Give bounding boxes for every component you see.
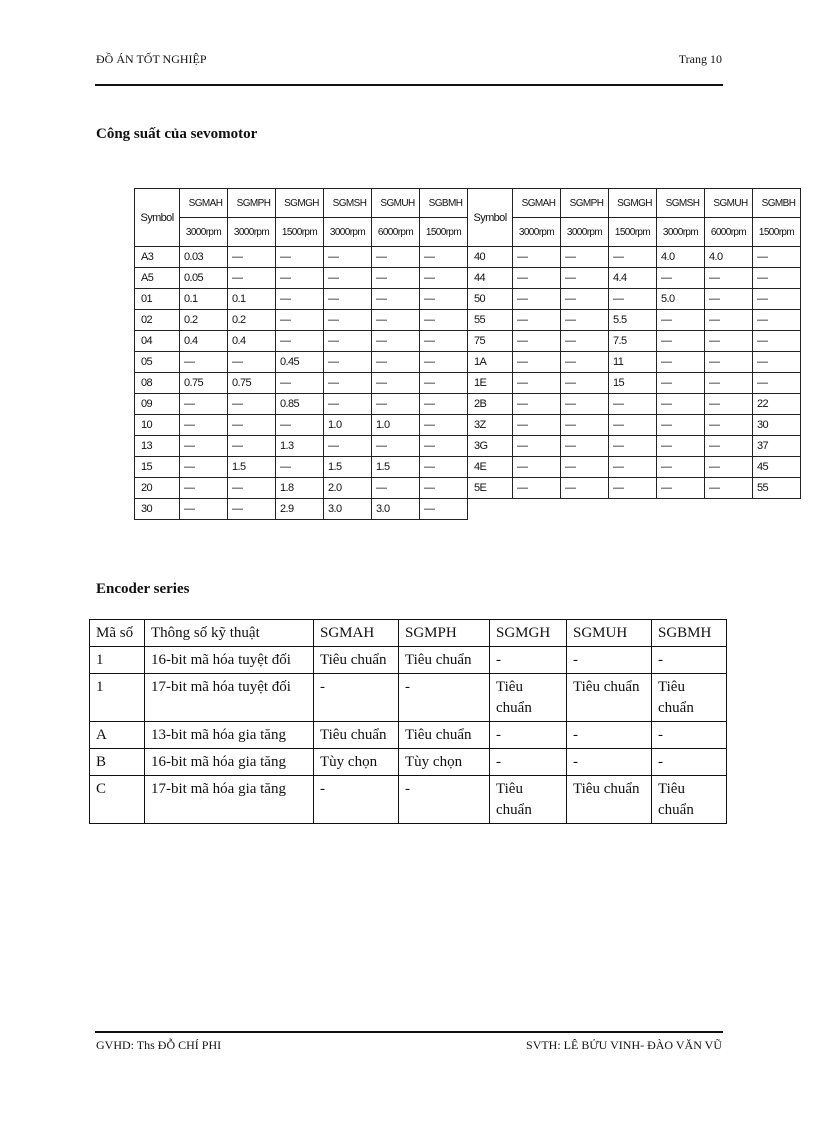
value-cell: —	[372, 247, 420, 268]
column-header: SGMPH	[399, 620, 490, 647]
value-cell: —	[705, 331, 753, 352]
value-cell: —	[324, 373, 372, 394]
empty-cell	[468, 499, 801, 520]
symbol-cell: 01	[135, 289, 180, 310]
value-cell: —	[657, 352, 705, 373]
value-cell: —	[513, 247, 561, 268]
value-cell: —	[705, 478, 753, 499]
value-cell: —	[324, 352, 372, 373]
value-cell: 22	[753, 394, 801, 415]
value-cell: —	[657, 478, 705, 499]
value-cell: Tiêu chuẩn	[399, 647, 490, 674]
model-header: SGMUH	[705, 189, 753, 218]
value-cell: 0.05	[180, 268, 228, 289]
value-cell: —	[561, 394, 609, 415]
value-cell: -	[567, 749, 652, 776]
speed-header: 3000rpm	[228, 218, 276, 247]
column-header: SGMAH	[314, 620, 399, 647]
value-cell: —	[228, 394, 276, 415]
value-cell: —	[228, 415, 276, 436]
value-cell: 0.4	[228, 331, 276, 352]
value-cell: 17-bit mã hóa tuyệt đối	[145, 674, 314, 722]
model-header: SGMBH	[753, 189, 801, 218]
model-header: SGMGH	[276, 189, 324, 218]
symbol-cell: 1E	[468, 373, 513, 394]
speed-header: 3000rpm	[324, 218, 372, 247]
column-header: Mã số	[90, 620, 145, 647]
value-cell: —	[372, 331, 420, 352]
table-row	[135, 499, 801, 520]
value-cell: —	[705, 352, 753, 373]
value-cell: 1.0	[372, 415, 420, 436]
model-header: SGMSH	[324, 189, 372, 218]
value-cell: -	[490, 722, 567, 749]
value-cell: —	[180, 478, 228, 499]
value-cell: —	[372, 352, 420, 373]
value-cell: 37	[753, 436, 801, 457]
value-cell: —	[324, 394, 372, 415]
value-cell: —	[657, 373, 705, 394]
symbol-cell: 10	[135, 415, 180, 436]
value-cell: -	[567, 647, 652, 674]
code-cell: C	[90, 776, 145, 824]
value-cell: 30	[753, 415, 801, 436]
speed-header: 6000rpm	[372, 218, 420, 247]
value-cell: -	[567, 722, 652, 749]
value-cell: —	[420, 247, 468, 268]
value-cell: —	[513, 373, 561, 394]
value-cell: —	[753, 331, 801, 352]
servo-power-table	[134, 188, 801, 520]
table-row	[135, 331, 801, 352]
value-cell: —	[657, 331, 705, 352]
value-cell: 4.4	[609, 268, 657, 289]
model-header: SGMSH	[657, 189, 705, 218]
model-header: SGMPH	[228, 189, 276, 218]
value-cell: —	[420, 268, 468, 289]
value-cell: 0.1	[180, 289, 228, 310]
value-cell: —	[753, 352, 801, 373]
symbol-cell: 04	[135, 331, 180, 352]
symbol-cell: 40	[468, 247, 513, 268]
value-cell: Tùy chọn	[314, 749, 399, 776]
value-cell: —	[513, 478, 561, 499]
value-cell: —	[276, 268, 324, 289]
symbol-cell: 13	[135, 436, 180, 457]
symbol-cell: 3G	[468, 436, 513, 457]
value-cell: —	[420, 457, 468, 478]
value-cell: —	[180, 436, 228, 457]
table-row	[90, 776, 727, 824]
model-header: SGMAH	[513, 189, 561, 218]
value-cell: —	[657, 436, 705, 457]
table-row	[135, 457, 801, 478]
value-cell: —	[657, 268, 705, 289]
table-row	[135, 289, 801, 310]
value-cell: —	[372, 310, 420, 331]
value-cell: —	[324, 310, 372, 331]
value-cell: —	[180, 352, 228, 373]
table-row	[135, 247, 801, 268]
value-cell: —	[705, 415, 753, 436]
supervisor: GVHD: Ths ĐỖ CHÍ PHI	[96, 1038, 222, 1052]
speed-header: 1500rpm	[753, 218, 801, 247]
speed-header: 1500rpm	[609, 218, 657, 247]
value-cell: Tiêu chuẩn	[399, 722, 490, 749]
value-cell: —	[324, 436, 372, 457]
value-cell: —	[561, 331, 609, 352]
value-cell: -	[490, 749, 567, 776]
value-cell: -	[399, 776, 490, 824]
value-cell: —	[705, 436, 753, 457]
value-cell: 17-bit mã hóa gia tăng	[145, 776, 314, 824]
symbol-cell: 15	[135, 457, 180, 478]
value-cell: —	[180, 499, 228, 520]
value-cell: -	[652, 749, 727, 776]
value-cell: —	[228, 352, 276, 373]
value-cell: —	[513, 268, 561, 289]
value-cell: 15	[609, 373, 657, 394]
header-divider	[95, 84, 723, 86]
value-cell: 16-bit mã hóa tuyệt đối	[145, 647, 314, 674]
value-cell: -	[490, 647, 567, 674]
value-cell: —	[372, 289, 420, 310]
value-cell: 55	[753, 478, 801, 499]
value-cell: 0.75	[180, 373, 228, 394]
value-cell: -	[652, 647, 727, 674]
value-cell: 1.5	[324, 457, 372, 478]
value-cell: 0.45	[276, 352, 324, 373]
value-cell: —	[276, 457, 324, 478]
value-cell: —	[420, 289, 468, 310]
symbol-cell: A5	[135, 268, 180, 289]
symbol-cell: 09	[135, 394, 180, 415]
model-header: SGMPH	[561, 189, 609, 218]
value-cell: —	[180, 457, 228, 478]
value-cell: 0.1	[228, 289, 276, 310]
symbol-header: Symbol	[135, 189, 180, 247]
code-cell: B	[90, 749, 145, 776]
value-cell: —	[420, 499, 468, 520]
model-header: SGMGH	[609, 189, 657, 218]
symbol-cell: 20	[135, 478, 180, 499]
symbol-cell: 3Z	[468, 415, 513, 436]
value-cell: —	[609, 457, 657, 478]
value-cell: —	[420, 436, 468, 457]
value-cell: Tiêu chuẩn	[490, 674, 567, 722]
symbol-cell: 44	[468, 268, 513, 289]
value-cell: -	[314, 674, 399, 722]
value-cell: 0.4	[180, 331, 228, 352]
value-cell: —	[276, 310, 324, 331]
table-row	[135, 478, 801, 499]
value-cell: 2.9	[276, 499, 324, 520]
value-cell: 11	[609, 352, 657, 373]
value-cell: —	[372, 478, 420, 499]
code-cell: A	[90, 722, 145, 749]
students: SVTH: LÊ BỬU VINH- ĐÀO VĂN VŨ	[526, 1038, 722, 1052]
symbol-cell: A3	[135, 247, 180, 268]
value-cell: Tiêu chuẩn	[567, 776, 652, 824]
value-cell: —	[705, 394, 753, 415]
table-row	[135, 436, 801, 457]
value-cell: 0.2	[228, 310, 276, 331]
value-cell: —	[705, 310, 753, 331]
value-cell: —	[513, 394, 561, 415]
value-cell: —	[513, 331, 561, 352]
symbol-cell: 30	[135, 499, 180, 520]
value-cell: -	[652, 722, 727, 749]
value-cell: —	[561, 373, 609, 394]
column-header: SGBMH	[652, 620, 727, 647]
value-cell: —	[753, 247, 801, 268]
value-cell: —	[276, 331, 324, 352]
value-cell: 1.8	[276, 478, 324, 499]
value-cell: —	[609, 478, 657, 499]
value-cell: —	[420, 352, 468, 373]
table-row	[90, 749, 727, 776]
value-cell: 1.0	[324, 415, 372, 436]
value-cell: 3.0	[372, 499, 420, 520]
value-cell: Tiêu chuẩn	[314, 647, 399, 674]
symbol-cell: 75	[468, 331, 513, 352]
encoder-table	[89, 619, 727, 824]
symbol-cell: 02	[135, 310, 180, 331]
value-cell: 0.85	[276, 394, 324, 415]
value-cell: —	[561, 268, 609, 289]
value-cell: —	[753, 310, 801, 331]
model-header: SGBMH	[420, 189, 468, 218]
value-cell: —	[561, 478, 609, 499]
value-cell: —	[753, 289, 801, 310]
table-row	[135, 268, 801, 289]
value-cell: Tiêu chuẩn	[652, 674, 727, 722]
footer-divider	[95, 1031, 723, 1033]
table-row	[90, 722, 727, 749]
value-cell: —	[609, 247, 657, 268]
table-row	[135, 373, 801, 394]
value-cell: —	[609, 415, 657, 436]
speed-header: 3000rpm	[513, 218, 561, 247]
value-cell: —	[180, 394, 228, 415]
value-cell: —	[609, 289, 657, 310]
value-cell: Tùy chọn	[399, 749, 490, 776]
value-cell: —	[705, 268, 753, 289]
value-cell: 2.0	[324, 478, 372, 499]
symbol-cell: 08	[135, 373, 180, 394]
encoder-header-row	[90, 620, 727, 647]
section-title-encoder: Encoder series	[96, 581, 190, 597]
value-cell: 5.5	[609, 310, 657, 331]
value-cell: 4.0	[657, 247, 705, 268]
value-cell: —	[180, 415, 228, 436]
table-row	[90, 674, 727, 722]
symbol-cell: 05	[135, 352, 180, 373]
symbol-cell: 5E	[468, 478, 513, 499]
value-cell: —	[228, 268, 276, 289]
value-cell: —	[420, 394, 468, 415]
value-cell: —	[228, 478, 276, 499]
value-cell: —	[324, 289, 372, 310]
value-cell: —	[420, 310, 468, 331]
value-cell: —	[276, 289, 324, 310]
value-cell: —	[420, 478, 468, 499]
value-cell: —	[705, 289, 753, 310]
value-cell: 45	[753, 457, 801, 478]
value-cell: 1.3	[276, 436, 324, 457]
table-row	[135, 394, 801, 415]
column-header: SGMUH	[567, 620, 652, 647]
value-cell: —	[705, 457, 753, 478]
value-cell: —	[228, 247, 276, 268]
speed-header: 3000rpm	[180, 218, 228, 247]
value-cell: —	[561, 436, 609, 457]
value-cell: —	[324, 268, 372, 289]
value-cell: —	[276, 247, 324, 268]
value-cell: 1.5	[372, 457, 420, 478]
value-cell: 4.0	[705, 247, 753, 268]
value-cell: 1.5	[228, 457, 276, 478]
symbol-cell: 4E	[468, 457, 513, 478]
speed-header: 1500rpm	[420, 218, 468, 247]
code-cell: 1	[90, 674, 145, 722]
value-cell: —	[420, 331, 468, 352]
value-cell: —	[561, 457, 609, 478]
value-cell: -	[314, 776, 399, 824]
value-cell: 5.0	[657, 289, 705, 310]
table-row	[135, 415, 801, 436]
value-cell: —	[276, 373, 324, 394]
value-cell: —	[753, 268, 801, 289]
symbol-cell: 55	[468, 310, 513, 331]
value-cell: —	[657, 457, 705, 478]
value-cell: —	[513, 457, 561, 478]
symbol-cell: 2B	[468, 394, 513, 415]
symbol-cell: 50	[468, 289, 513, 310]
header-title: ĐỒ ÁN TỐT NGHIỆP	[96, 52, 207, 66]
value-cell: —	[753, 373, 801, 394]
symbol-cell: 1A	[468, 352, 513, 373]
value-cell: 0.2	[180, 310, 228, 331]
value-cell: -	[399, 674, 490, 722]
speed-header: 1500rpm	[276, 218, 324, 247]
value-cell: —	[276, 415, 324, 436]
model-header: SGMUH	[372, 189, 420, 218]
value-cell: —	[657, 394, 705, 415]
value-cell: —	[372, 394, 420, 415]
value-cell: —	[561, 247, 609, 268]
code-cell: 1	[90, 647, 145, 674]
value-cell: —	[609, 436, 657, 457]
section-title-power: Công suất của sevomotor	[96, 126, 258, 142]
speed-header: 3000rpm	[561, 218, 609, 247]
value-cell: —	[228, 436, 276, 457]
servo-header-row	[135, 189, 801, 218]
symbol-header: Symbol	[468, 189, 513, 247]
value-cell: Tiêu chuẩn	[652, 776, 727, 824]
value-cell: —	[372, 436, 420, 457]
table-row	[135, 352, 801, 373]
table-row	[135, 310, 801, 331]
value-cell: —	[561, 352, 609, 373]
value-cell: Tiêu chuẩn	[567, 674, 652, 722]
column-header: Thông số kỹ thuật	[145, 620, 314, 647]
value-cell: —	[420, 373, 468, 394]
value-cell: —	[420, 415, 468, 436]
value-cell: —	[513, 436, 561, 457]
value-cell: 16-bit mã hóa gia tăng	[145, 749, 314, 776]
model-header: SGMAH	[180, 189, 228, 218]
value-cell: 7.5	[609, 331, 657, 352]
speed-header: 3000rpm	[657, 218, 705, 247]
value-cell: —	[513, 289, 561, 310]
value-cell: —	[657, 415, 705, 436]
value-cell: —	[324, 247, 372, 268]
speed-header: 6000rpm	[705, 218, 753, 247]
value-cell: —	[561, 310, 609, 331]
value-cell: 0.03	[180, 247, 228, 268]
value-cell: —	[228, 499, 276, 520]
value-cell: 3.0	[324, 499, 372, 520]
value-cell: —	[324, 331, 372, 352]
value-cell: 13-bit mã hóa gia tăng	[145, 722, 314, 749]
value-cell: —	[372, 268, 420, 289]
value-cell: —	[657, 310, 705, 331]
page-number: Trang 10	[678, 52, 722, 66]
value-cell: —	[513, 310, 561, 331]
value-cell: —	[705, 373, 753, 394]
table-row	[90, 647, 727, 674]
value-cell: —	[561, 415, 609, 436]
value-cell: —	[372, 373, 420, 394]
column-header: SGMGH	[490, 620, 567, 647]
value-cell: —	[609, 394, 657, 415]
value-cell: 0.75	[228, 373, 276, 394]
value-cell: Tiêu chuẩn	[490, 776, 567, 824]
value-cell: —	[561, 289, 609, 310]
value-cell: —	[513, 415, 561, 436]
value-cell: Tiêu chuẩn	[314, 722, 399, 749]
value-cell: —	[513, 352, 561, 373]
